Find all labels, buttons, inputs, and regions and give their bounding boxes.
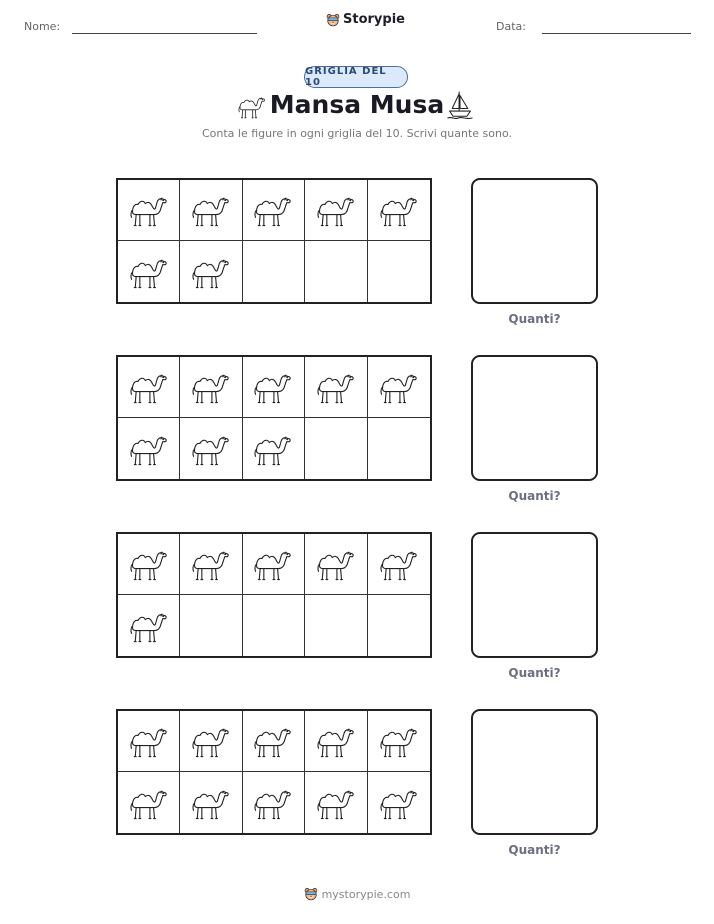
grid-cell — [368, 418, 430, 479]
camel-icon — [314, 545, 358, 583]
grid-cell — [368, 241, 430, 302]
grid-cell — [180, 241, 242, 302]
camel-icon — [189, 722, 233, 760]
grid-cell — [305, 534, 367, 595]
grid-cell — [368, 711, 430, 772]
grid-cell — [368, 772, 430, 833]
camel-icon — [127, 191, 171, 229]
grid-cell — [243, 418, 305, 479]
answer-box[interactable] — [471, 178, 598, 304]
grid-cell — [305, 357, 367, 418]
answer-label: Quanti? — [508, 312, 561, 326]
grid-cell — [180, 357, 242, 418]
camel-icon — [377, 722, 421, 760]
grid-cell — [305, 241, 367, 302]
camel-icon — [127, 545, 171, 583]
camel-icon — [314, 191, 358, 229]
grid-cell — [180, 534, 242, 595]
ten-frame-grid — [116, 532, 432, 658]
answer-label: Quanti? — [508, 489, 561, 503]
grid-cell — [118, 418, 180, 479]
camel-icon — [127, 607, 171, 645]
camel-icon — [189, 368, 233, 406]
grid-cell — [243, 180, 305, 241]
grid-cell — [243, 241, 305, 302]
camel-icon — [377, 545, 421, 583]
camel-icon — [127, 430, 171, 468]
grid-cell — [305, 595, 367, 656]
answer-label: Quanti? — [508, 843, 561, 857]
grid-cell — [368, 357, 430, 418]
ten-frame-grid — [116, 355, 432, 481]
instructions: Conta le figure in ogni griglia del 10. Scrivi quante sono. — [201, 127, 512, 140]
answer-box[interactable] — [471, 355, 598, 481]
grid-cell — [243, 711, 305, 772]
grid-cell — [243, 534, 305, 595]
camel-icon — [189, 784, 233, 822]
grid-cell — [180, 772, 242, 833]
answer-box[interactable] — [471, 532, 598, 658]
answer-label: Quanti? — [508, 666, 561, 680]
footer — [0, 887, 714, 901]
camel-icon — [189, 191, 233, 229]
footer-url: mystorypie.com — [321, 887, 411, 901]
camel-icon — [377, 784, 421, 822]
name-field-line[interactable] — [72, 33, 257, 34]
camel-icon — [251, 545, 295, 583]
grid-cell — [305, 418, 367, 479]
camel-icon — [189, 545, 233, 583]
bear-logo-icon — [304, 887, 318, 901]
bear-logo-icon — [326, 13, 340, 27]
worksheet-type-badge: GRIGLIA DEL 10 — [304, 66, 408, 88]
grid-cell — [243, 772, 305, 833]
grid-cell — [243, 595, 305, 656]
grid-cell — [305, 711, 367, 772]
brand-logo — [326, 12, 405, 27]
brand-name: Storypie — [343, 12, 405, 27]
grid-cell — [243, 357, 305, 418]
camel-icon — [189, 430, 233, 468]
grid-cell — [368, 180, 430, 241]
grid-cell — [118, 180, 180, 241]
grid-cell — [118, 595, 180, 656]
camel-icon — [251, 784, 295, 822]
camel-icon — [314, 784, 358, 822]
grid-cell — [180, 180, 242, 241]
camel-icon — [314, 722, 358, 760]
date-label: Data: — [496, 20, 526, 33]
grid-cell — [305, 772, 367, 833]
camel-icon — [377, 191, 421, 229]
grid-cell — [118, 534, 180, 595]
page-title: Mansa Musa — [269, 90, 445, 119]
camel-icon — [189, 253, 233, 291]
grid-cell — [368, 534, 430, 595]
grid-cell — [180, 418, 242, 479]
grid-cell — [118, 241, 180, 302]
camel-icon — [127, 253, 171, 291]
grid-cell — [180, 595, 242, 656]
grid-cell — [305, 180, 367, 241]
camel-icon — [314, 368, 358, 406]
camel-icon — [251, 191, 295, 229]
camel-icon — [251, 722, 295, 760]
grid-cell — [118, 711, 180, 772]
grid-cell — [118, 772, 180, 833]
camel-icon — [127, 784, 171, 822]
ten-frame-grid — [116, 709, 432, 835]
name-label: Nome: — [24, 20, 61, 33]
grid-cell — [118, 357, 180, 418]
sailboat-icon — [447, 90, 473, 120]
ten-frame-grid — [116, 178, 432, 304]
answer-box[interactable] — [471, 709, 598, 835]
camel-icon — [377, 368, 421, 406]
camel-icon — [251, 368, 295, 406]
camel-icon — [251, 430, 295, 468]
grid-cell — [368, 595, 430, 656]
date-field-line[interactable] — [542, 33, 691, 34]
camel-icon — [127, 722, 171, 760]
grid-cell — [180, 711, 242, 772]
camel-icon — [127, 368, 171, 406]
